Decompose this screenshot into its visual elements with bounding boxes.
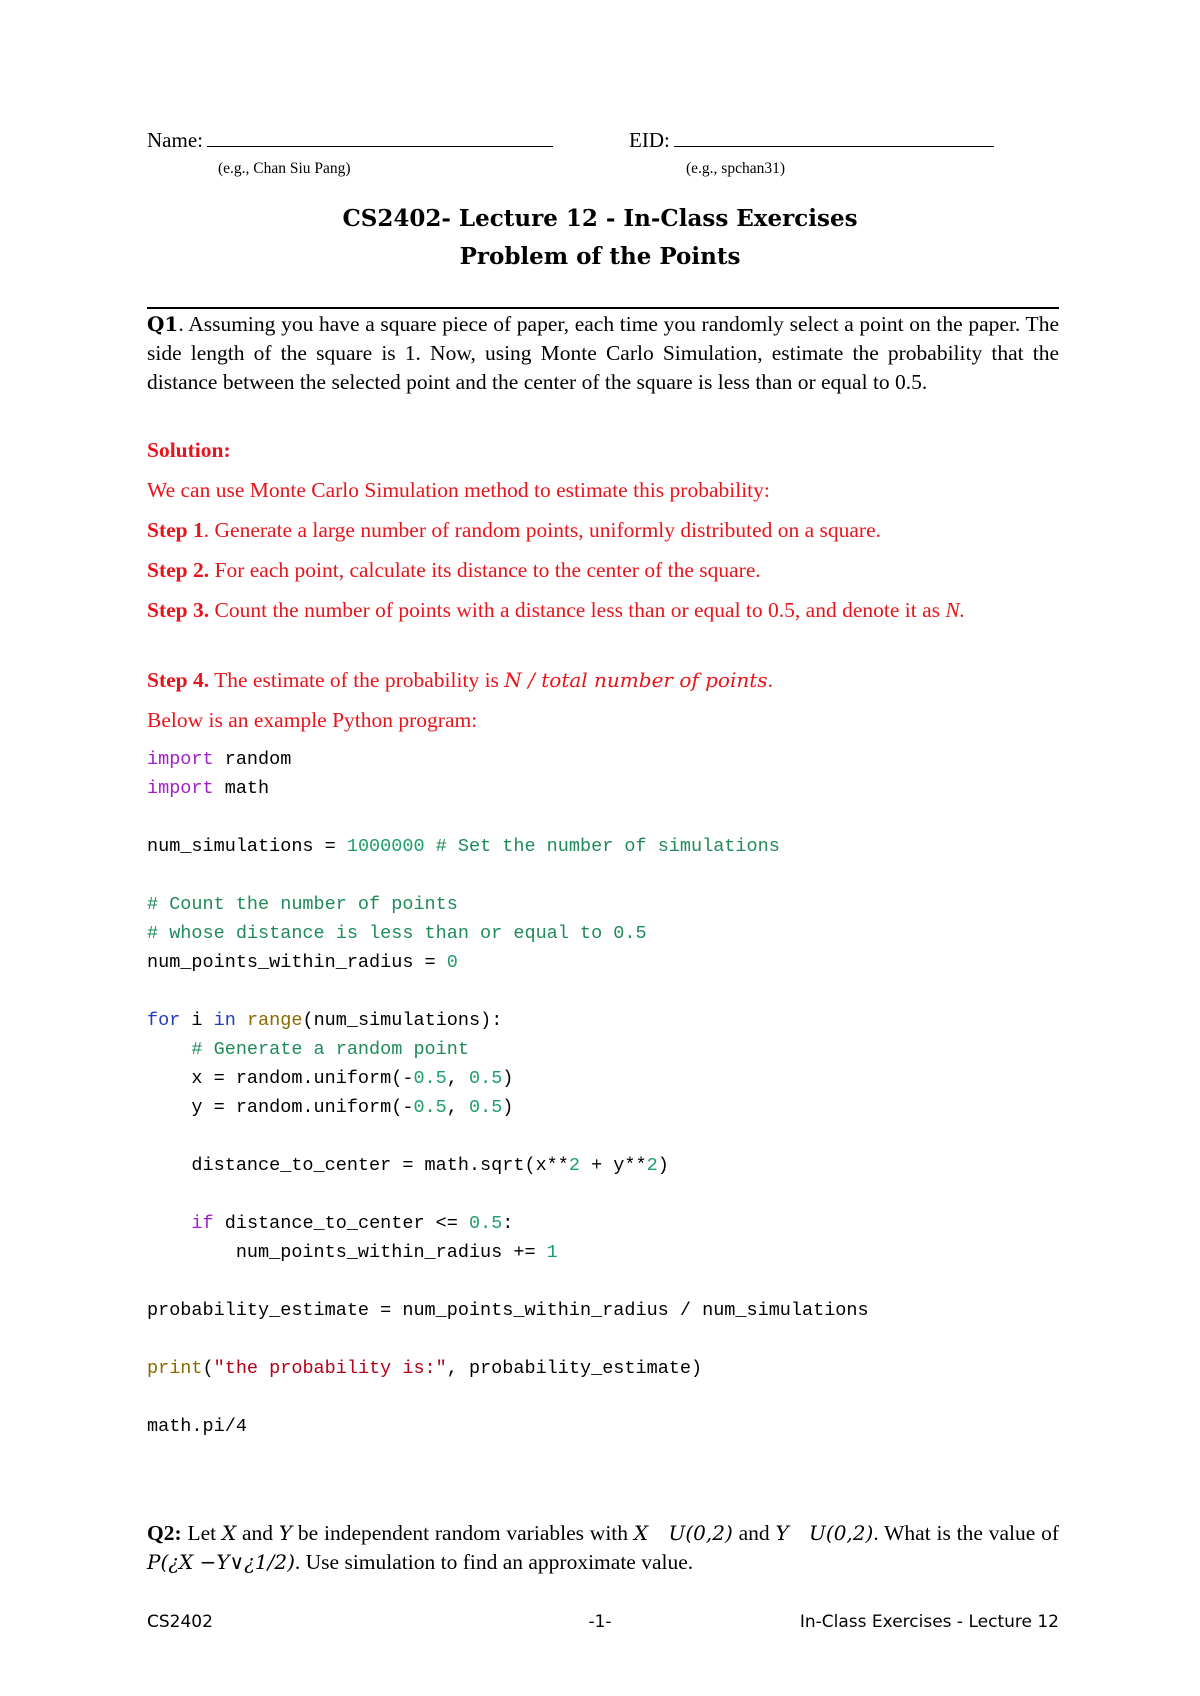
- step-3-label: Step 3.: [147, 598, 210, 622]
- step-2-text: For each point, calculate its distance to the center of the square.: [209, 558, 761, 582]
- name-label: Name:: [147, 128, 203, 152]
- name-field: [147, 128, 553, 153]
- step-2: [147, 556, 1059, 585]
- eid-label: EID:: [629, 128, 670, 152]
- code-line: # Generate a random point: [147, 1039, 469, 1060]
- step-1-label: Step 1: [147, 518, 204, 542]
- step-4-text: The estimate of the probability is: [209, 668, 505, 692]
- step-4-label: Step 4.: [147, 668, 210, 692]
- solution-intro: We can use Monte Carlo Simulation method to estimate this probability:: [147, 478, 770, 502]
- code-line: math.pi/4: [147, 1416, 247, 1437]
- question-2-label: Q2:: [147, 1521, 182, 1545]
- step-4-formula: N / total number of points: [504, 668, 768, 692]
- eid-hint: (e.g., spchan31): [686, 160, 785, 177]
- step-4-end: .: [767, 668, 773, 692]
- step-3-var: N.: [945, 598, 966, 622]
- title-divider: [147, 307, 1059, 309]
- code-block: [147, 745, 1097, 1441]
- question-2: Q2: Let X and Y be independent random variables with X U(0,2) and Y U(0,2). What is the value of P(¿X −Y∨¿1/2). Use simulation to find an approximate value.: [147, 1521, 1060, 1574]
- step-2-label: Step 2.: [147, 558, 210, 582]
- code-line: # whose distance is less than or equal to 0.5: [147, 923, 647, 944]
- code-line: distance_to_center = math.sqrt(x**2 + y**2): [147, 1155, 669, 1176]
- code-line: num_points_within_radius += 1: [147, 1242, 558, 1263]
- probability-expression: P(¿X −Y∨¿1/2): [147, 1550, 295, 1574]
- code-intro: Below is an example Python program:: [147, 708, 478, 732]
- code-line: for i in range(num_simulations):: [147, 1010, 503, 1031]
- x-distribution: X U(0,2): [633, 1521, 733, 1545]
- question-1: [147, 310, 1059, 397]
- question-1-text: . Assuming you have a square piece of paper, each time you randomly select a point on the paper. The side length of the square is 1. Now, using Monte Carlo Simulation, estimate the probability that the distance between the selected point and the center of the square is less than or equal to 0.5.: [147, 312, 1059, 394]
- page-title: CS2402- Lecture 12 - In-Class Exercises: [342, 205, 858, 232]
- code-line: num_points_within_radius = 0: [147, 952, 458, 973]
- code-line: print("the probability is:", probability_estimate): [147, 1358, 703, 1379]
- footer-page-number: -1-: [588, 1612, 612, 1632]
- step-1: [147, 516, 1059, 545]
- name-hint: (e.g., Chan Siu Pang): [218, 160, 351, 177]
- page-subtitle: Problem of the Points: [459, 243, 741, 270]
- eid-field: [629, 128, 994, 153]
- footer-course: CS2402: [147, 1612, 213, 1632]
- name-blank-line: [207, 128, 553, 147]
- step-4: [147, 666, 1059, 695]
- code-line: y = random.uniform(-0.5, 0.5): [147, 1097, 514, 1118]
- code-line: probability_estimate = num_points_within_radius / num_simulations: [147, 1300, 869, 1321]
- y-distribution: Y U(0,2): [775, 1521, 874, 1545]
- code-line: import math: [147, 778, 270, 799]
- solution-heading: Solution:: [147, 438, 231, 462]
- step-1-text: . Generate a large number of random points, uniformly distributed on a square.: [203, 518, 882, 542]
- footer-title: In-Class Exercises - Lecture 12: [799, 1612, 1059, 1632]
- step-3-text: Count the number of points with a distance less than or equal to 0.5, and denote it as: [209, 598, 946, 622]
- eid-blank-line: [674, 128, 994, 147]
- code-line: if distance_to_center <= 0.5:: [191, 1213, 514, 1234]
- step-3: [147, 596, 1059, 625]
- code-line: # Count the number of points: [147, 894, 458, 915]
- code-line: x = random.uniform(-0.5, 0.5): [147, 1068, 514, 1089]
- code-line: import random: [147, 749, 292, 770]
- code-line: num_simulations = 1000000 # Set the number of simulations: [147, 836, 780, 857]
- question-1-label: Q1: [147, 312, 179, 336]
